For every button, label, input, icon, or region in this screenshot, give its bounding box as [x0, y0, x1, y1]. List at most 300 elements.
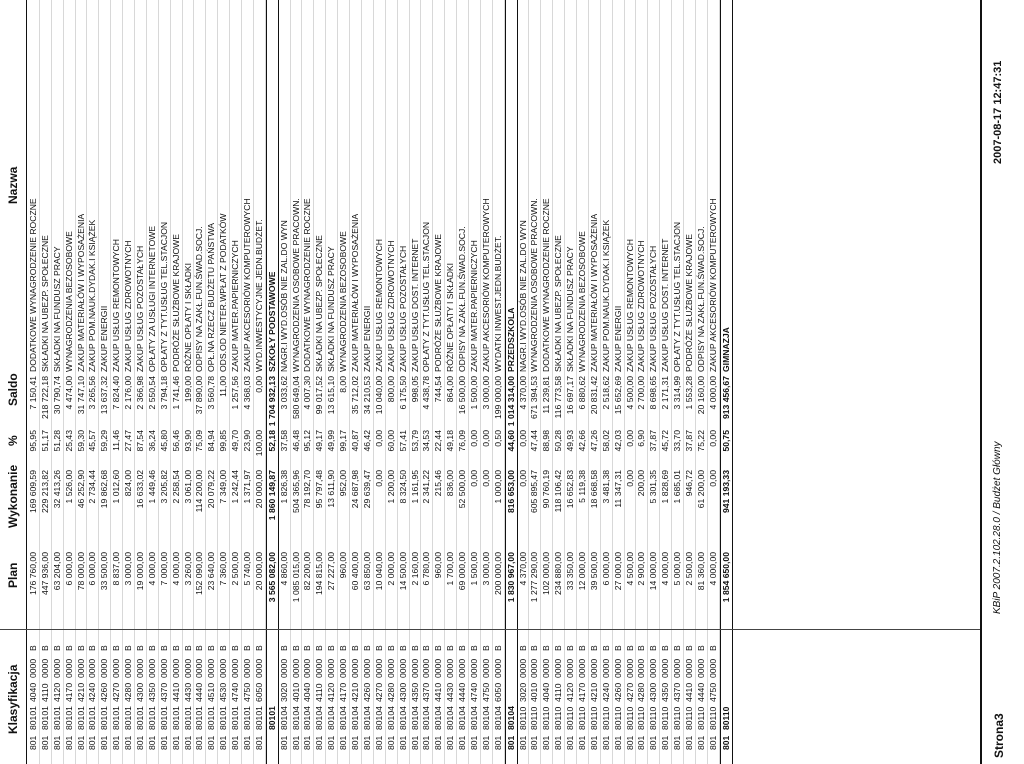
- cell-paragraf: 4440: [194, 682, 205, 702]
- cell-saldo: 4 370,00: [517, 376, 528, 410]
- cell-wykonanie: 0,00: [468, 470, 479, 487]
- cell-dzial: 801: [28, 735, 38, 750]
- cell-rozdzial: 80101: [75, 706, 86, 730]
- cell-nazwa: ZAKUP POM.NAUK.DYDAK.I KSIĄŻEK: [87, 219, 98, 372]
- cell-pozycja: 0000: [385, 658, 396, 678]
- cell-plan: 5 000,00: [672, 552, 683, 586]
- cell-zrodlo: B: [672, 645, 683, 651]
- cell-percent: 57,41: [397, 430, 408, 452]
- cell-dzial: 801: [361, 735, 372, 750]
- cell-plan: 3 260,00: [182, 552, 193, 586]
- cell-rozdzial: 80110: [636, 706, 647, 730]
- cell-pozycja: 0000: [63, 658, 74, 678]
- table-row: [206, 0, 218, 764]
- cell-rozdzial: 80110: [600, 706, 611, 730]
- cell-nazwa: GIMNAZJA: [720, 327, 731, 372]
- cell-nazwa: PRZEDSZKOLA: [505, 307, 516, 372]
- cell-zrodlo: B: [683, 645, 694, 651]
- cell-nazwa: OPŁATY ZA USŁUGI INTERNETOWE: [146, 225, 157, 372]
- cell-saldo: 1 741,46: [170, 376, 181, 410]
- cell-pozycja: 0000: [111, 658, 122, 678]
- cell-dzial: 801: [326, 735, 337, 750]
- cell-pozycja: 0000: [695, 658, 706, 678]
- cell-percent: 25,43: [63, 430, 74, 452]
- table-row: [99, 0, 111, 764]
- cell-nazwa: ZAKUP AKCESORIÓW KOMPUTEROWYCH: [707, 198, 718, 372]
- cell-paragraf: 4270: [111, 682, 122, 702]
- table-row: [218, 0, 230, 764]
- table-row: [254, 0, 266, 764]
- cell-nazwa: ZAKUP MATERIAŁÓW I WYPOSAŻENIA: [588, 213, 599, 372]
- table-row: [469, 0, 481, 764]
- cell-paragraf: 6050: [253, 682, 264, 702]
- cell-dzial: 801: [75, 735, 86, 750]
- cell-rozdzial: 80110: [553, 706, 564, 730]
- cell-plan: 3 000,00: [480, 552, 491, 586]
- cell-pozycja: 0000: [707, 658, 718, 678]
- cell-rozdzial: 80104: [492, 706, 503, 730]
- cell-paragraf: 4300: [397, 682, 408, 702]
- cell-plan: 960,00: [433, 552, 444, 579]
- cell-dzial: 801: [457, 735, 468, 750]
- cell-paragraf: 4110: [314, 683, 325, 702]
- cell-plan: 194 815,00: [314, 552, 325, 596]
- cell-pozycja: 0000: [600, 658, 611, 678]
- cell-saldo: 116 773,58: [553, 376, 564, 419]
- cell-nazwa: SZKOŁY PODSTAWOWE: [266, 271, 277, 372]
- cell-dzial: 801: [63, 735, 74, 750]
- cell-plan: 2 160,00: [409, 552, 420, 586]
- table-row: [648, 0, 660, 764]
- cell-paragraf: 4750: [480, 682, 491, 702]
- cell-nazwa: ZAKUP USŁUG REMONTOWYCH: [373, 239, 384, 372]
- cell-wykonanie: 1 826,38: [278, 470, 289, 504]
- cell-saldo: 4 438,78: [421, 376, 432, 410]
- cell-zrodlo: B: [158, 645, 169, 651]
- cell-zrodlo: B: [373, 645, 384, 651]
- cell-percent: 34,53: [421, 430, 432, 452]
- cell-saldo: 4 007,30: [302, 376, 313, 410]
- cell-rozdzial: 80101: [87, 706, 98, 730]
- cell-dzial: 801: [541, 735, 552, 750]
- cell-dzial: 801: [194, 735, 205, 750]
- cell-zrodlo: B: [253, 645, 264, 651]
- cell-paragraf: 4510: [206, 682, 217, 702]
- cell-rozdzial: 80101: [51, 706, 62, 730]
- table-row: [374, 0, 386, 764]
- cell-plan: 10 040,00: [373, 552, 384, 591]
- cell-nazwa: ZAKUP AKCESORIÓW KOMPUTEROWYCH: [480, 198, 491, 372]
- cell-pozycja: 0000: [457, 658, 468, 678]
- cell-wykonanie: 2 258,54: [170, 470, 181, 504]
- cell-wykonanie: 836,00: [445, 470, 456, 497]
- cell-pozycja: 0000: [75, 658, 86, 678]
- cell-paragraf: 4210: [588, 682, 599, 702]
- cell-dzial: 801: [206, 735, 217, 750]
- cell-plan: 176 760,00: [28, 552, 38, 596]
- header-wykonanie: Wykonanie: [6, 464, 20, 528]
- cell-pozycja: 0000: [253, 658, 264, 678]
- cell-percent: 49,17: [314, 430, 325, 452]
- cell-plan: 3 000,00: [123, 552, 134, 586]
- cell-wykonanie: 19 862,68: [99, 470, 110, 509]
- cell-percent: 27,47: [123, 430, 134, 452]
- header-plan: Plan: [6, 562, 20, 588]
- cell-plan: 447 936,00: [39, 552, 50, 596]
- cell-plan: 33 350,00: [565, 552, 576, 591]
- cell-rozdzial: 80110: [695, 706, 706, 730]
- cell-rozdzial: 80104: [350, 706, 361, 730]
- cell-dzial: 801: [600, 735, 611, 750]
- cell-dzial: 801: [99, 735, 110, 750]
- cell-rozdzial: 80101: [266, 706, 277, 730]
- cell-rozdzial: 80104: [505, 706, 516, 730]
- cell-percent: 50,28: [553, 430, 564, 452]
- cell-dzial: 801: [588, 735, 599, 750]
- cell-dzial: 801: [695, 735, 706, 750]
- cell-percent: 44,60: [505, 430, 516, 452]
- cell-plan: 4 000,00: [146, 552, 157, 586]
- cell-rozdzial: 80104: [409, 706, 420, 730]
- cell-plan: 39 500,00: [588, 552, 599, 591]
- cell-zrodlo: B: [707, 645, 718, 651]
- cell-nazwa: ODPISY NA ZAKŁ.FUN.ŚWAD.SOCJ.: [457, 226, 468, 372]
- cell-nazwa: WYNAGRODZENIA BEZOSOBOWE: [63, 231, 74, 372]
- cell-rozdzial: 80110: [720, 706, 731, 730]
- cell-plan: 1 277 290,00: [529, 552, 540, 603]
- table-row: [64, 0, 76, 764]
- table-row: [445, 0, 457, 764]
- cell-paragraf: 4110: [553, 683, 564, 702]
- cell-wykonanie: 200,00: [636, 470, 647, 497]
- cell-wykonanie: 1 685,01: [672, 470, 683, 504]
- cell-pozycja: 0000: [397, 658, 408, 678]
- cell-nazwa: ZAKUP ENERGII: [612, 305, 623, 372]
- cell-percent: 87,54: [135, 430, 146, 452]
- budget-table: [28, 0, 733, 764]
- cell-rozdzial: 80104: [397, 706, 408, 730]
- cell-dzial: 801: [290, 735, 301, 750]
- cell-nazwa: DODATKOWE WYNAGRODZENIE ROCZNE: [541, 198, 552, 372]
- cell-paragraf: 4170: [63, 682, 74, 702]
- cell-wykonanie: 0,00: [517, 470, 528, 487]
- cell-plan: 4 370,00: [517, 552, 528, 586]
- cell-pozycja: 0000: [87, 658, 98, 678]
- cell-zrodlo: B: [39, 645, 50, 651]
- cell-zrodlo: B: [480, 645, 491, 651]
- cell-percent: 45,72: [660, 430, 671, 452]
- cell-wykonanie: 946,72: [683, 470, 694, 497]
- cell-zrodlo: B: [28, 645, 38, 651]
- cell-plan: 8 837,00: [111, 552, 122, 586]
- table-row: [291, 0, 303, 764]
- cell-paragraf: 4350: [660, 682, 671, 702]
- cell-percent: 0,00: [624, 430, 635, 447]
- cell-paragraf: 4300: [135, 682, 146, 702]
- table-row: [123, 0, 135, 764]
- cell-plan: 14 500,00: [397, 552, 408, 591]
- cell-paragraf: 4240: [600, 682, 611, 702]
- cell-rozdzial: 80104: [480, 706, 491, 730]
- cell-nazwa: SKŁADKI NA UBEZP. SPOŁECZNE: [314, 235, 325, 372]
- cell-paragraf: 6050: [492, 682, 503, 702]
- cell-zrodlo: B: [338, 645, 349, 651]
- cell-rozdzial: 80110: [517, 706, 528, 730]
- cell-nazwa: ZAKUP USŁUG DOST. INTERNET: [409, 238, 420, 372]
- cell-wykonanie: 1 200,00: [385, 470, 396, 504]
- cell-wykonanie: 118 106,42: [553, 470, 564, 513]
- cell-percent: 46,42: [361, 430, 372, 452]
- table-row: [613, 0, 625, 764]
- cell-paragraf: 4270: [373, 682, 384, 702]
- table-row: [433, 0, 445, 764]
- cell-plan: 7 000,00: [158, 552, 169, 586]
- cell-zrodlo: B: [385, 645, 396, 651]
- cell-plan: 27 000,00: [612, 552, 623, 591]
- cell-dzial: 801: [51, 735, 62, 750]
- cell-wykonanie: 1 000,00: [492, 470, 503, 504]
- cell-plan: 4 000,00: [707, 552, 718, 586]
- table-row: [338, 0, 350, 764]
- cell-saldo: 6 175,50: [397, 376, 408, 410]
- cell-saldo: 2 700,00: [636, 376, 647, 410]
- cell-saldo: 1 257,56: [230, 376, 241, 410]
- cell-plan: 3 565 082,00: [266, 552, 277, 603]
- cell-percent: 6,90: [636, 430, 647, 447]
- cell-saldo: 218 722,18: [39, 376, 50, 420]
- cell-pozycja: 0000: [361, 658, 372, 678]
- cell-dzial: 801: [565, 735, 576, 750]
- cell-percent: 99,85: [218, 430, 229, 452]
- cell-saldo: 998,05: [409, 376, 420, 403]
- cell-paragraf: 4440: [695, 682, 706, 702]
- cell-zrodlo: B: [63, 645, 74, 651]
- cell-pozycja: 0000: [421, 658, 432, 678]
- cell-zrodlo: B: [290, 645, 301, 651]
- cell-paragraf: 4370: [672, 682, 683, 702]
- cell-zrodlo: B: [433, 645, 444, 651]
- cell-zrodlo: B: [397, 645, 408, 651]
- table-row: [230, 0, 242, 764]
- cell-pozycja: 0000: [683, 658, 694, 678]
- cell-dzial: 801: [350, 735, 361, 750]
- cell-nazwa: OPŁATY Z TYT.USŁUG TEL.STACJON: [421, 221, 432, 372]
- page-number: Strona3: [992, 713, 1006, 758]
- cell-zrodlo: B: [695, 645, 706, 651]
- cell-pozycja: 0000: [445, 658, 456, 678]
- cell-paragraf: 4270: [624, 682, 635, 702]
- cell-pozycja: 0000: [314, 658, 325, 678]
- cell-saldo: 20 160,00: [695, 376, 706, 415]
- table-row: [421, 0, 433, 764]
- cell-zrodlo: B: [468, 645, 479, 651]
- cell-percent: 75,22: [695, 430, 706, 452]
- cell-plan: 234 880,00: [553, 552, 564, 596]
- table-row: [135, 0, 147, 764]
- cell-pozycja: 0000: [123, 658, 134, 678]
- cell-zrodlo: B: [278, 645, 289, 651]
- cell-nazwa: ZAKUP USŁUG REMONTOWYCH: [111, 239, 122, 372]
- cell-paragraf: 4120: [51, 682, 62, 702]
- table-row: [457, 0, 469, 764]
- cell-plan: 102 000,00: [541, 552, 552, 596]
- cell-dzial: 801: [338, 735, 349, 750]
- cell-plan: 20 000,00: [253, 552, 264, 591]
- cell-zrodlo: B: [111, 645, 122, 651]
- cell-plan: 7 360,00: [218, 552, 229, 586]
- cell-rozdzial: 80110: [707, 706, 718, 730]
- cell-nazwa: ZAKUP USŁUG REMONTOWYCH: [624, 239, 635, 372]
- cell-percent: 52,18: [266, 430, 277, 452]
- cell-wykonanie: 5 301,35: [648, 470, 659, 504]
- cell-plan: 2 000,00: [385, 552, 396, 586]
- cell-saldo: 11 239,81: [541, 376, 552, 414]
- cell-saldo: 13 615,10: [326, 376, 337, 415]
- cell-paragraf: 4010: [290, 682, 301, 702]
- table-row: [708, 0, 720, 764]
- cell-rozdzial: 80101: [218, 706, 229, 730]
- table-row: [601, 0, 613, 764]
- cell-zrodlo: B: [445, 645, 456, 651]
- cell-dzial: 801: [480, 735, 491, 750]
- table-row: [625, 0, 637, 764]
- table-row: [194, 0, 206, 764]
- cell-percent: 45,80: [158, 430, 169, 452]
- cell-pozycja: 0000: [624, 658, 635, 678]
- cell-wykonanie: 229 213,82: [39, 470, 50, 514]
- table-row: [636, 0, 648, 764]
- cell-wykonanie: 1 371,97: [242, 470, 253, 504]
- cell-rozdzial: 80101: [123, 706, 134, 730]
- cell-paragraf: 4170: [576, 682, 587, 702]
- cell-rozdzial: 80101: [135, 706, 146, 730]
- cell-wykonanie: 3 061,00: [182, 470, 193, 504]
- cell-wykonanie: 8 324,50: [397, 470, 408, 504]
- subtotal-row: [505, 0, 518, 764]
- cell-pozycja: 0000: [338, 658, 349, 678]
- cell-dzial: 801: [553, 735, 564, 750]
- cell-dzial: 801: [505, 735, 516, 750]
- cell-pozycja: 0000: [660, 658, 671, 678]
- cell-wykonanie: 16 652,83: [565, 470, 576, 509]
- cell-saldo: 913 456,67: [720, 376, 731, 420]
- table-row: [350, 0, 362, 764]
- cell-pozycja: 0000: [672, 658, 683, 678]
- cell-saldo: 7 824,40: [111, 376, 122, 410]
- cell-zrodlo: B: [361, 645, 372, 651]
- print-timestamp: 2007-08-17 12:47:31: [992, 60, 1004, 164]
- cell-saldo: 3 265,56: [87, 376, 98, 410]
- cell-dzial: 801: [39, 735, 50, 750]
- table-row: [529, 0, 541, 764]
- cell-paragraf: 4120: [326, 682, 337, 702]
- cell-wykonanie: 7 349,00: [218, 470, 229, 504]
- cell-rozdzial: 80110: [588, 706, 599, 730]
- cell-percent: 75,09: [194, 430, 205, 452]
- cell-rozdzial: 80104: [385, 706, 396, 730]
- cell-dzial: 801: [660, 735, 671, 750]
- cell-wykonanie: 1 526,00: [63, 470, 74, 504]
- app-version: KBiP 2007.2.102.28.0 / Budżet Główny: [992, 441, 1003, 614]
- cell-nazwa: ZAKUP USŁUG ZDROWOTNYCH: [385, 240, 396, 372]
- cell-percent: 50,75: [720, 430, 731, 452]
- cell-paragraf: 3020: [517, 682, 528, 702]
- cell-dzial: 801: [158, 735, 169, 750]
- cell-saldo: 15 652,69: [612, 376, 623, 415]
- cell-dzial: 801: [421, 735, 432, 750]
- cell-zrodlo: B: [529, 645, 540, 651]
- table-row: [242, 0, 254, 764]
- cell-dzial: 801: [373, 735, 384, 750]
- cell-zrodlo: B: [588, 645, 599, 651]
- cell-nazwa: ODS.OD NIETER.WPŁAT Z PODATKÓW: [218, 213, 229, 372]
- cell-dzial: 801: [314, 735, 325, 750]
- table-row: [589, 0, 601, 764]
- cell-saldo: 671 394,53: [529, 376, 540, 420]
- cell-zrodlo: B: [541, 645, 552, 651]
- cell-percent: 84,94: [206, 430, 217, 452]
- cell-rozdzial: 80104: [468, 706, 479, 730]
- cell-rozdzial: 80101: [39, 706, 50, 730]
- cell-plan: 1 830 967,00: [505, 552, 516, 603]
- cell-saldo: 1 500,00: [468, 376, 479, 410]
- cell-pozycja: 0000: [576, 658, 587, 678]
- cell-nazwa: WYNAGRODZENIA BEZOSOBOWE: [338, 231, 349, 372]
- cell-pozycja: 0000: [194, 658, 205, 678]
- cell-zrodlo: B: [660, 645, 671, 651]
- cell-pozycja: 0000: [565, 658, 576, 678]
- cell-dzial: 801: [218, 735, 229, 750]
- cell-pozycja: 0000: [636, 658, 647, 678]
- cell-nazwa: NAGR.I WYD.OSÓB NIE ZAL.DO WYN: [278, 220, 289, 372]
- cell-wykonanie: 0,00: [624, 470, 635, 487]
- cell-pozycja: 0000: [242, 658, 253, 678]
- cell-plan: 63 204,00: [51, 552, 62, 591]
- cell-percent: 46,48: [290, 430, 301, 452]
- cell-rozdzial: 80101: [194, 706, 205, 730]
- cell-nazwa: ZAKUP USŁUG ZDROWOTNYCH: [636, 240, 647, 372]
- cell-percent: 42,66: [576, 430, 587, 452]
- cell-pozycja: 0000: [135, 658, 146, 678]
- table-row: [183, 0, 195, 764]
- cell-nazwa: ZAKUP ENERGII: [361, 305, 372, 372]
- cell-dzial: 801: [409, 735, 420, 750]
- cell-paragraf: 4530: [218, 682, 229, 702]
- cell-plan: 4 000,00: [170, 552, 181, 586]
- cell-nazwa: OPŁ.NA RZECZ BUDŻETU PAŃSTWA: [206, 223, 217, 372]
- cell-paragraf: 4210: [75, 682, 86, 702]
- cell-nazwa: WYNAGRODZENIA OSOBOWE PRACOWN.: [529, 198, 540, 372]
- cell-dzial: 801: [87, 735, 98, 750]
- cell-dzial: 801: [182, 735, 193, 750]
- cell-dzial: 801: [123, 735, 134, 750]
- cell-nazwa: ODPISY NA ZAKŁ.FUN.ŚWAD.SOCJ.: [194, 226, 205, 372]
- cell-nazwa: ZAKUP AKCESORIÓW KOMPUTEROWYCH: [242, 198, 253, 372]
- cell-percent: 60,00: [385, 430, 396, 452]
- cell-saldo: 4 474,00: [63, 376, 74, 410]
- cell-pozycja: 0000: [517, 658, 528, 678]
- cell-plan: 14 000,00: [648, 552, 659, 591]
- cell-zrodlo: B: [230, 645, 241, 651]
- cell-rozdzial: 80101: [111, 706, 122, 730]
- cell-paragraf: 4750: [242, 682, 253, 702]
- cell-paragraf: 4410: [433, 682, 444, 702]
- cell-nazwa: SKŁADKI NA FUNDUSZ PRACY: [565, 246, 576, 372]
- cell-nazwa: SKŁADKI NA FUNDUSZ PRACY: [326, 246, 337, 372]
- cell-plan: 1 854 650,00: [720, 552, 731, 603]
- cell-nazwa: ZAKUP POM.NAUK.DYDAK.I KSIĄŻEK: [600, 219, 611, 372]
- table-row: [326, 0, 338, 764]
